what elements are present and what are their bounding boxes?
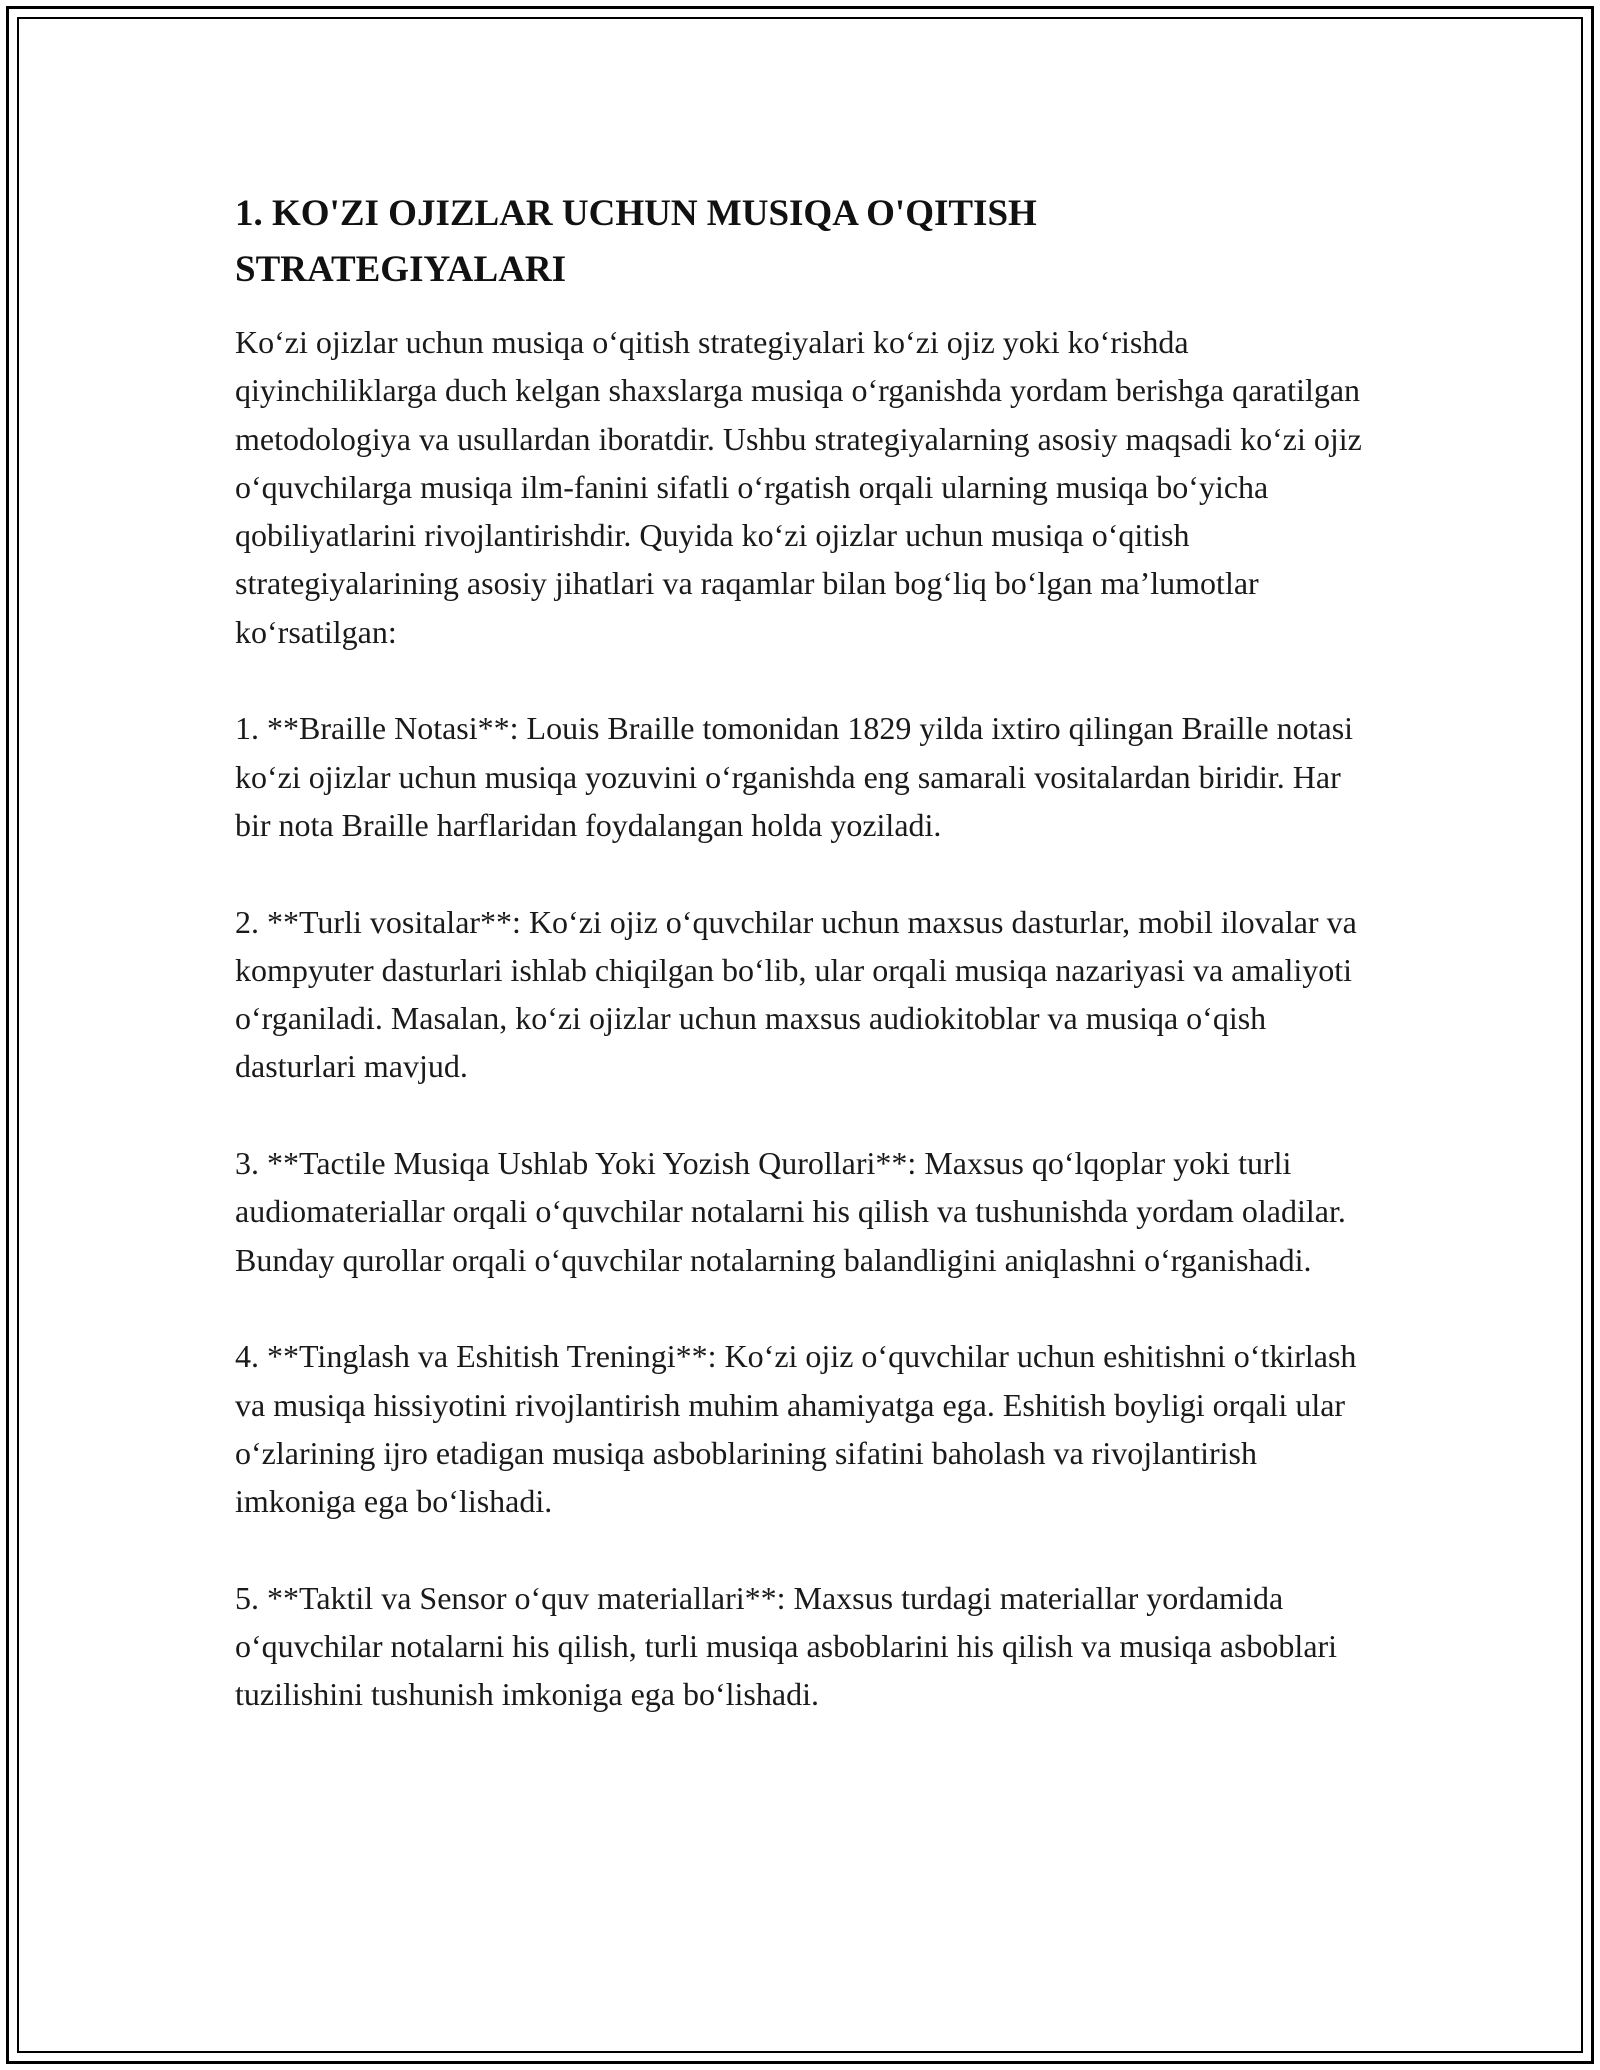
intro-paragraph: Ko‘zi ojizlar uchun musiqa o‘qitish strategiyalari ko‘zi ojiz yoki ko‘rishda qiyinchiliklarga duch kelgan shaxslarga musiqa o‘rganishda yordam berishga qaratilgan metodologiya va usullardan iboratdir. Ushbu strategiyalarning asosiy maqsadi ko‘zi ojiz o‘quvchilarga musiqa ilm-fanini sifatli o‘rgatish orqali ularning musiqa bo‘yicha qobiliyatlarini rivojlantirishdir. Quyida ko‘zi ojizlar uchun musiqa o‘qitish strategiyalarining asosiy jihatlari va raqamlar bilan bog‘liq bo‘lgan ma’lumotlar ko‘rsatilgan:	[235, 324, 1362, 650]
list-item-taktil-materiallar: 5. **Taktil va Sensor o‘quv materiallari**: Maxsus turdagi materiallar yordamida o‘quvchilar notalarni his qilish, turli musiqa asboblarini his qilish va musiqa asboblari tuzilishini tushunish imkoniga ega bo‘lishadi.	[235, 1579, 1338, 1713]
list-item-braille-notasi: 1. **Braille Notasi**: Louis Braille tomonidan 1829 yilda ixtiro qilingan Braille notasi ko‘zi ojizlar uchun musiqa yozuvini o‘rganishda eng samarali vositalardan biridir. Har bir nota Braille harflaridan foydalangan holda yoziladi.	[235, 710, 1354, 843]
list-item-tinglash-treningi: 4. **Tinglash va Eshitish Treningi**: Ko‘zi ojiz o‘quvchilar uchun eshitishni o‘tkirlash va musiqa hissiyotini rivojlantirish muhim ahamiyatga ega. Eshitish boyligi orqali ular o‘zlarining ijro etadigan musiqa asboblarining sifatini baholash va rivojlantirish imkoniga ega bo‘lishadi.	[235, 1338, 1357, 1520]
list-item-tactile-qurollar: 3. **Tactile Musiqa Ushlab Yoki Yozish Qurollari**: Maxsus qo‘lqoplar yoki turli audiomateriallar orqali o‘quvchilar notalarni his qilish va tushunishda yordam oladilar. Bunday qurollar orqali o‘quvchilar notalarning balandligini aniqlashni o‘rganishadi.	[235, 1145, 1346, 1278]
list-item-turli-vositalar: 2. **Turli vositalar**: Ko‘zi ojiz o‘quvchilar uchun maxsus dasturlar, mobil ilovalar va kompyuter dasturlari ishlab chiqilgan bo‘lib, ular orqali musiqa nazariyasi va amaliyoti o‘rganiladi. Masalan, ko‘zi ojizlar uchun maxsus audiokitoblar va musiqa o‘qish dasturlari mavjud.	[235, 903, 1357, 1085]
document-title: 1. KO'ZI OJIZLAR UCHUN MUSIQA O'QITISH STRATEGIYALARI	[235, 193, 1037, 290]
document-body	[235, 186, 1370, 1719]
